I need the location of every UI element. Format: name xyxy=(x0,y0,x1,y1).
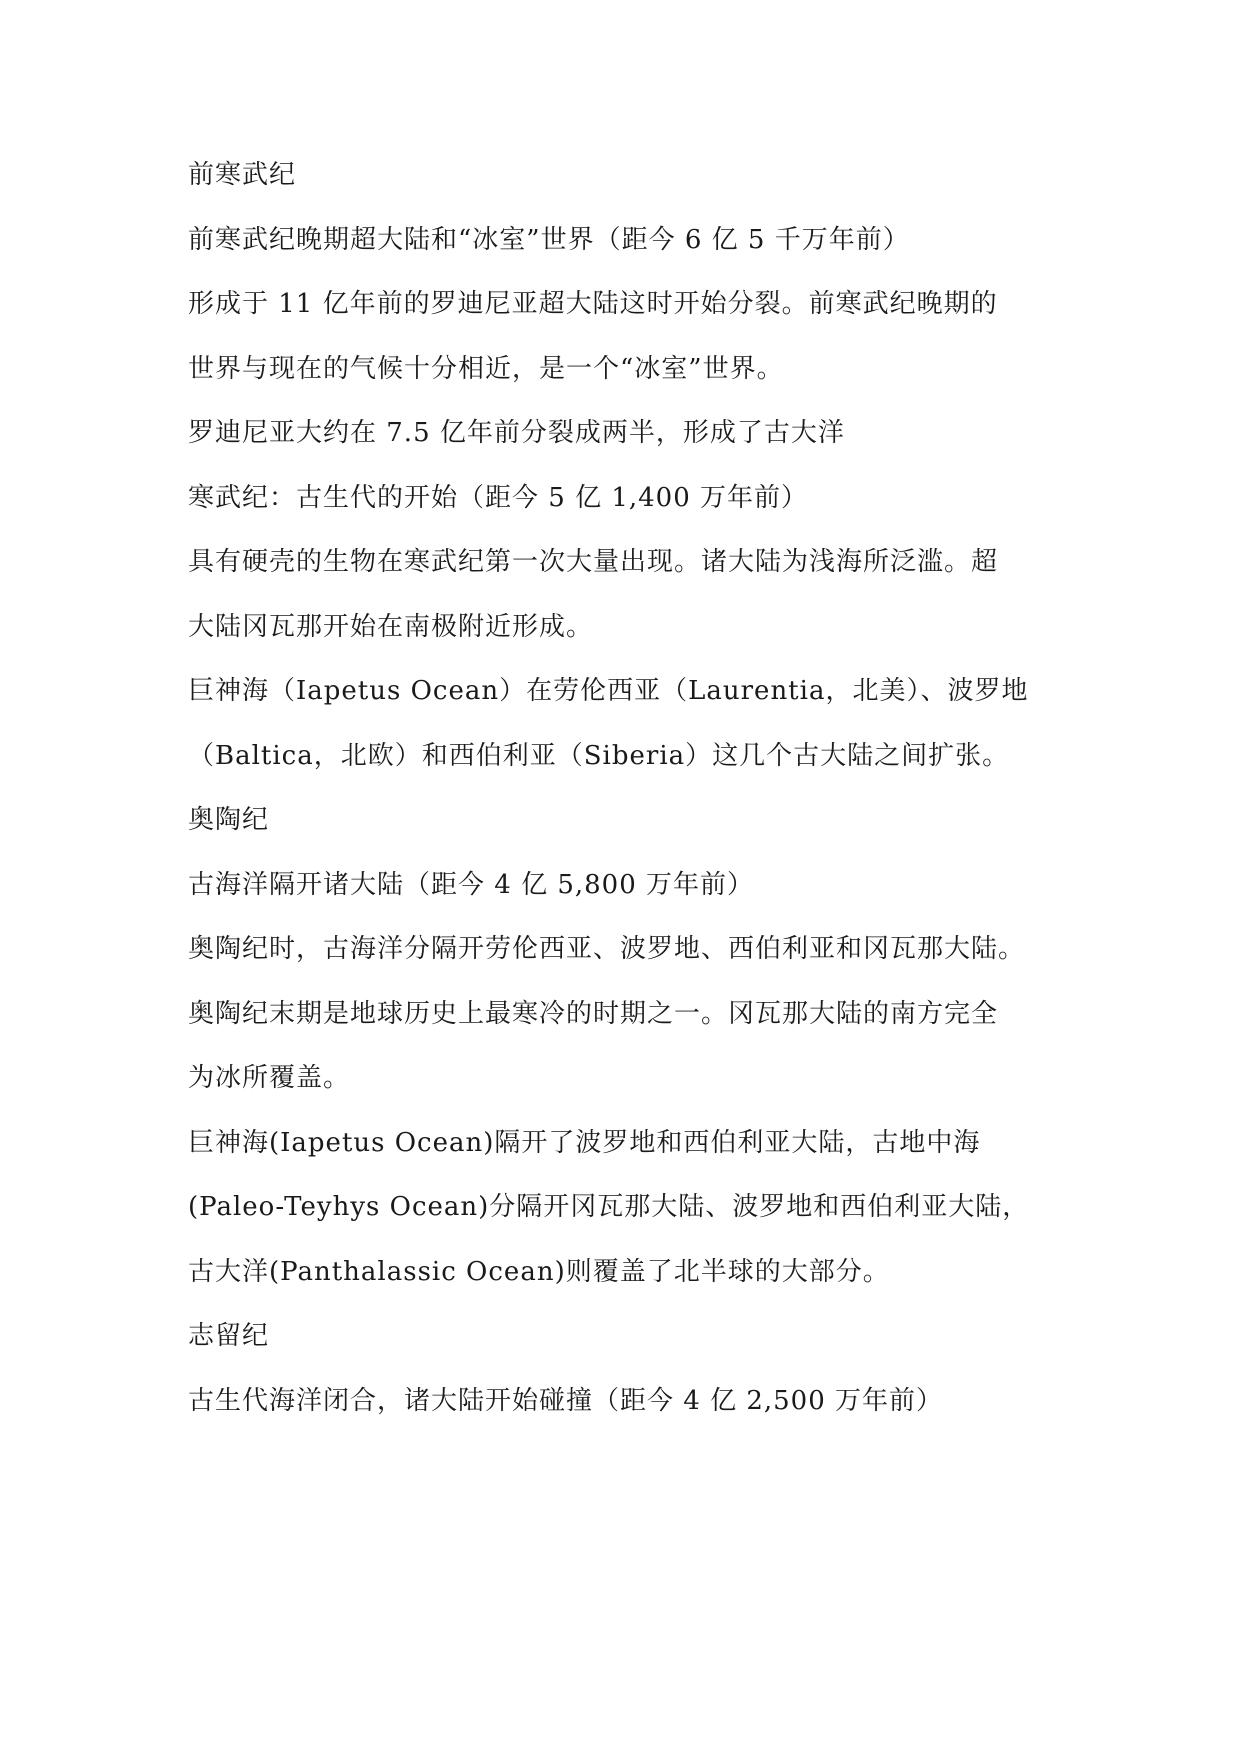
paragraph-line: (Paleo-Teyhys Ocean)分隔开冈瓦那大陆、波罗地和西伯利亚大陆， xyxy=(188,1192,1030,1222)
paragraph-line: 奥陶纪时，古海洋分隔开劳伦西亚、波罗地、西伯利亚和冈瓦那大陆。 xyxy=(188,934,1026,964)
subheading-late-precambrian: 前寒武纪晚期超大陆和“冰室”世界（距今 6 亿 5 千万年前） xyxy=(188,224,910,255)
document-body xyxy=(188,160,1068,1450)
heading-ordovician: 奥陶纪 xyxy=(188,805,270,835)
paragraph-line: 古大洋(Panthalassic Ocean)则覆盖了北半球的大部分。 xyxy=(188,1256,890,1287)
paragraph-line: （Baltica，北欧）和西伯利亚（Siberia）这几个古大陆之间扩张。 xyxy=(188,740,1010,771)
paragraph-line: 大陆冈瓦那开始在南极附近形成。 xyxy=(188,611,594,642)
paragraph-line: 巨神海(Iapetus Ocean)隔开了波罗地和西伯利亚大陆，古地中海 xyxy=(188,1127,981,1158)
paragraph-line: 为冰所覆盖。 xyxy=(188,1063,351,1093)
subheading-cambrian: 寒武纪：古生代的开始（距今 5 亿 1,400 万年前） xyxy=(188,482,809,513)
paragraph-line: 罗迪尼亚大约在 7.5 亿年前分裂成两半，形成了古大洋 xyxy=(188,418,845,448)
paragraph-line: 奥陶纪末期是地球历史上最寒冷的时期之一。冈瓦那大陆的南方完全 xyxy=(188,998,999,1029)
subheading-ordovician: 古海洋隔开诸大陆（距今 4 亿 5,800 万年前） xyxy=(188,869,755,900)
heading-precambrian: 前寒武纪 xyxy=(188,160,297,190)
heading-silurian: 志留纪 xyxy=(188,1321,270,1351)
paragraph-line: 世界与现在的气候十分相近，是一个“冰室”世界。 xyxy=(188,353,784,384)
paragraph-line: 巨神海（Iapetus Ocean）在劳伦西亚（Laurentia，北美）、波罗地 xyxy=(188,676,1029,706)
subheading-silurian: 古生代海洋闭合，诸大陆开始碰撞（距今 4 亿 2,500 万年前） xyxy=(188,1385,944,1416)
paragraph-line: 具有硬壳的生物在寒武纪第一次大量出现。诸大陆为浅海所泛滥。超 xyxy=(188,547,999,577)
paragraph-line: 形成于 11 亿年前的罗迪尼亚超大陆这时开始分裂。前寒武纪晚期的 xyxy=(188,289,998,319)
